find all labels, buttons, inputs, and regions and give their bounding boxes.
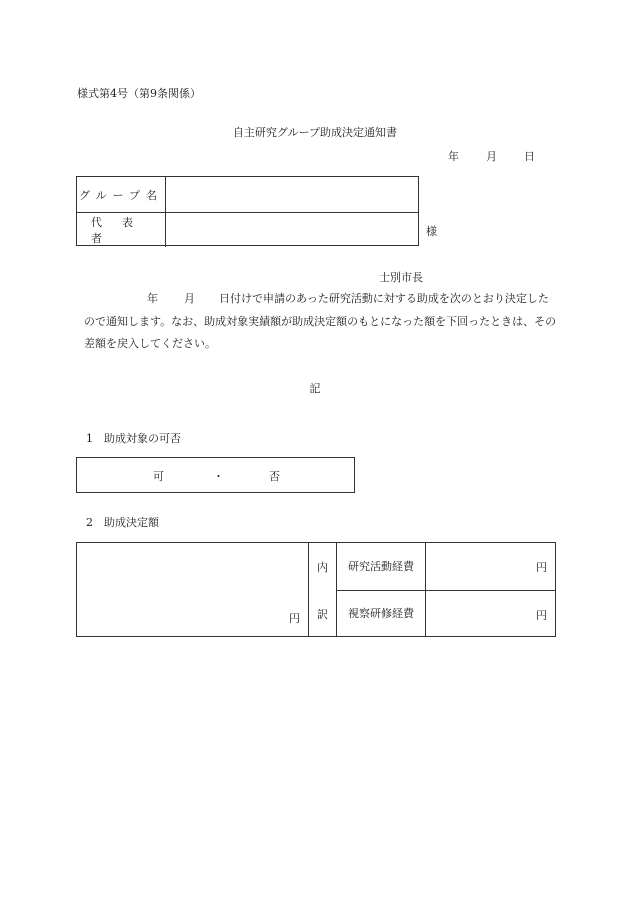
body-year: 年 — [147, 292, 158, 305]
study-tour-expense-label: 視察研修経費 — [337, 590, 426, 637]
representative-row — [77, 212, 418, 247]
group-name-label: グループ名 — [77, 177, 166, 212]
date-month: 月 — [486, 150, 497, 163]
body-text: 日付けで申請のあった研究活動に対する助成を次のとおり決定したので通知します。なお、助成対象実績額が助成決定額のもとになった額を下回ったときは、その差額を戻入してください。 — [84, 292, 557, 350]
eligible-option: 可 — [153, 470, 164, 483]
eligibility-box — [76, 457, 355, 493]
representative-label: 代表者 — [77, 212, 166, 247]
section2-heading: 2 助成決定額 — [86, 516, 159, 529]
breakdown-top-char: 内 — [317, 561, 328, 574]
document-title: 自主研究グループ助成決定通知書 — [232, 126, 398, 139]
ki-heading: 記 — [309, 382, 321, 395]
date-year: 年 — [448, 150, 459, 163]
body-month: 月 — [184, 292, 195, 305]
date-day: 日 — [524, 150, 535, 163]
total-amount-cell — [77, 543, 309, 636]
form-number: 様式第4号（第9条関係） — [77, 87, 201, 100]
honorific: 様 — [426, 225, 437, 238]
research-yen-unit: 円 — [536, 561, 547, 574]
research-expense-label: 研究活動経費 — [337, 543, 426, 590]
section1-heading: 1 助成対象の可否 — [86, 432, 181, 445]
group-name-row — [77, 177, 418, 213]
total-yen-unit: 円 — [289, 612, 300, 625]
ineligible-option: 否 — [269, 470, 280, 483]
research-expense-value — [426, 543, 555, 590]
notice-body — [84, 288, 559, 356]
breakdown-bottom-char: 訳 — [317, 608, 328, 621]
separator-dot: ・ — [213, 470, 224, 483]
applicant-info-table — [76, 176, 419, 246]
study-tour-expense-value — [426, 590, 555, 637]
breakdown-label-cell — [309, 543, 337, 636]
issuer-title: 士別市長 — [379, 271, 423, 284]
study-tour-yen-unit: 円 — [536, 608, 547, 622]
grant-amount-table — [76, 542, 556, 637]
